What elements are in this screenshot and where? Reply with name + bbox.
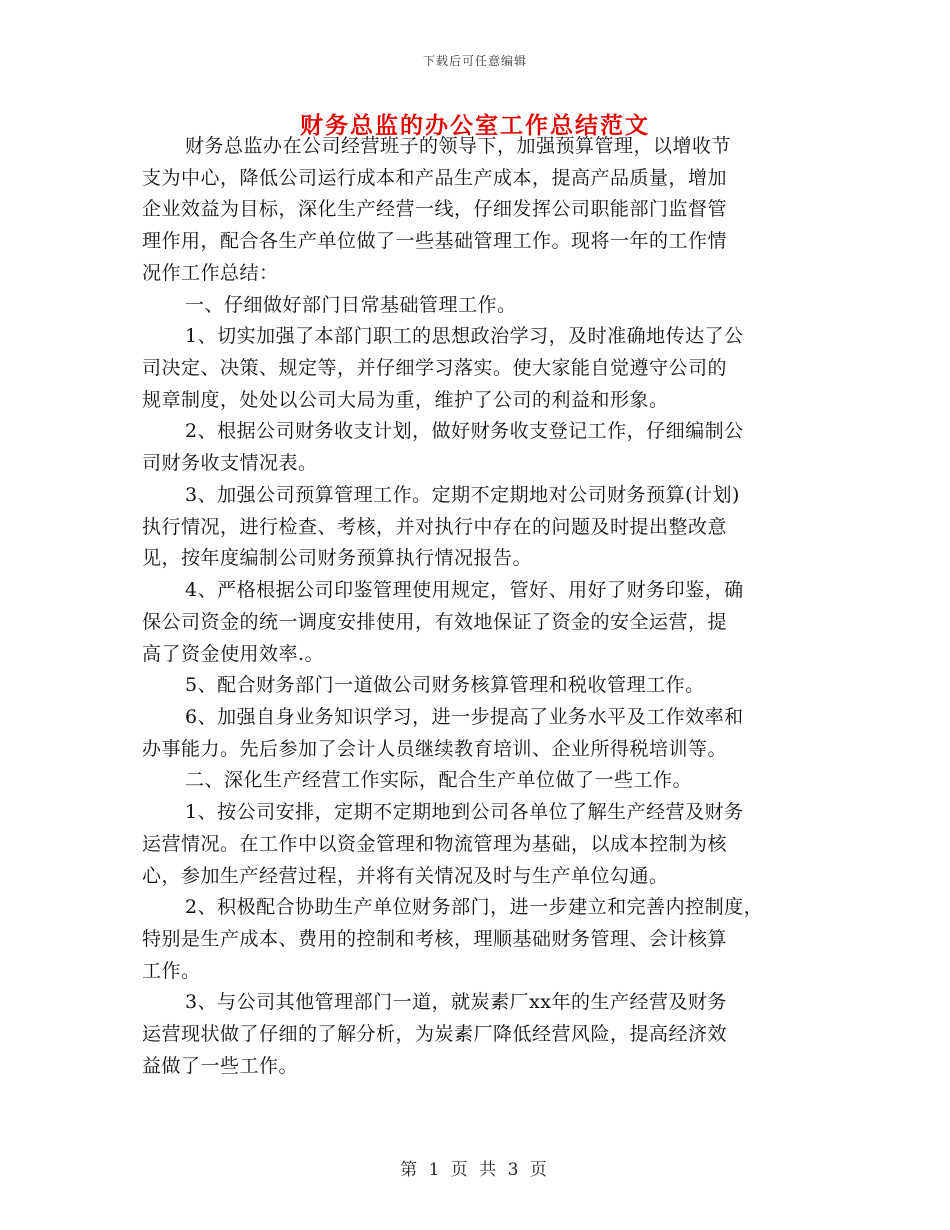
section-heading: 一、仔细做好部门日常基础管理工作。 (185, 293, 517, 316)
paragraph-line: 3、与公司其他管理部门一道，就炭素厂xx年的生产经营及财务 (185, 991, 728, 1014)
paragraph-line: 企业效益为目标，深化生产经营一线，仔细发挥公司职能部门监督管 (142, 198, 728, 221)
paragraph-line: 支为中心，降低公司运行成本和产品生产成本，提高产品质量，增加 (142, 166, 728, 189)
paragraph-line: 规章制度，处处以公司大局为重，维护了公司的利益和形象。 (142, 388, 669, 411)
paragraph-line: 3、加强公司预算管理工作。定期不定期地对公司财务预算(计划) (185, 483, 740, 506)
paragraph-line: 益做了一些工作。 (142, 1054, 299, 1077)
paragraph-line: 2、根据公司财务收支计划，做好财务收支登记工作，仔细编制公 (185, 420, 744, 443)
paragraph-line: 保公司资金的统一调度安排使用，有效地保证了资金的安全运营，提 (142, 610, 728, 633)
page-number: 第 1 页 共 3 页 (400, 1160, 550, 1180)
header-note: 下载后可任意编辑 (422, 54, 527, 68)
paragraph-line: 1、切实加强了本部门职工的思想政治学习，及时准确地传达了公 (185, 325, 744, 348)
paragraph-line: 心，参加生产经营过程，并将有关情况及时与生产单位勾通。 (142, 864, 669, 887)
paragraph-line: 4、严格根据公司印鉴管理使用规定，管好、用好了财务印鉴，确 (185, 579, 744, 602)
paragraph-line: 1、按公司安排，定期不定期地到公司各单位了解生产经营及财务 (185, 801, 744, 824)
paragraph-line: 运营情况。在工作中以资金管理和物流管理为基础，以成本控制为核 (142, 832, 728, 855)
paragraph-line: 理作用，配合各生产单位做了一些基础管理工作。现将一年的工作情 (142, 230, 728, 253)
paragraph-line: 6、加强自身业务知识学习，进一步提高了业务水平及工作效率和 (185, 705, 744, 728)
paragraph-line: 工作。 (142, 959, 201, 982)
paragraph-line: 特别是生产成本、费用的控制和考核，理顺基础财务管理、会计核算 (142, 927, 728, 950)
paragraph-line: 运营现状做了仔细的了解分析，为炭素厂降低经营风险，提高经济效 (142, 1023, 728, 1046)
paragraph-line: 见，按年度编制公司财务预算执行情况报告。 (142, 547, 533, 570)
paragraph-line: 司决定、决策、规定等，并仔细学习落实。使大家能自觉遵守公司的 (142, 357, 728, 380)
document-body (142, 131, 818, 1083)
document-title: 财务总监的办公室工作总结范文 (300, 112, 650, 139)
paragraph-line: 况作工作总结： (142, 261, 279, 284)
section-heading: 二、深化生产经营工作实际，配合生产单位做了一些工作。 (185, 769, 693, 792)
paragraph-line: 5、配合财务部门一道做公司财务核算管理和税收管理工作。 (185, 674, 705, 697)
paragraph-line: 司财务收支情况表。 (142, 452, 318, 475)
paragraph-line: 办事能力。先后参加了会计人员继续教育培训、企业所得税培训等。 (142, 737, 728, 760)
paragraph-line: 高了资金使用效率.。 (142, 642, 325, 665)
paragraph-line: 财务总监办在公司经营班子的领导下，加强预算管理，以增收节 (185, 135, 732, 157)
paragraph-line: 执行情况，进行检查、考核，并对执行中存在的问题及时提出整改意 (142, 515, 728, 538)
paragraph-line: 2、积极配合协助生产单位财务部门，进一步建立和完善内控制度， (185, 896, 764, 919)
